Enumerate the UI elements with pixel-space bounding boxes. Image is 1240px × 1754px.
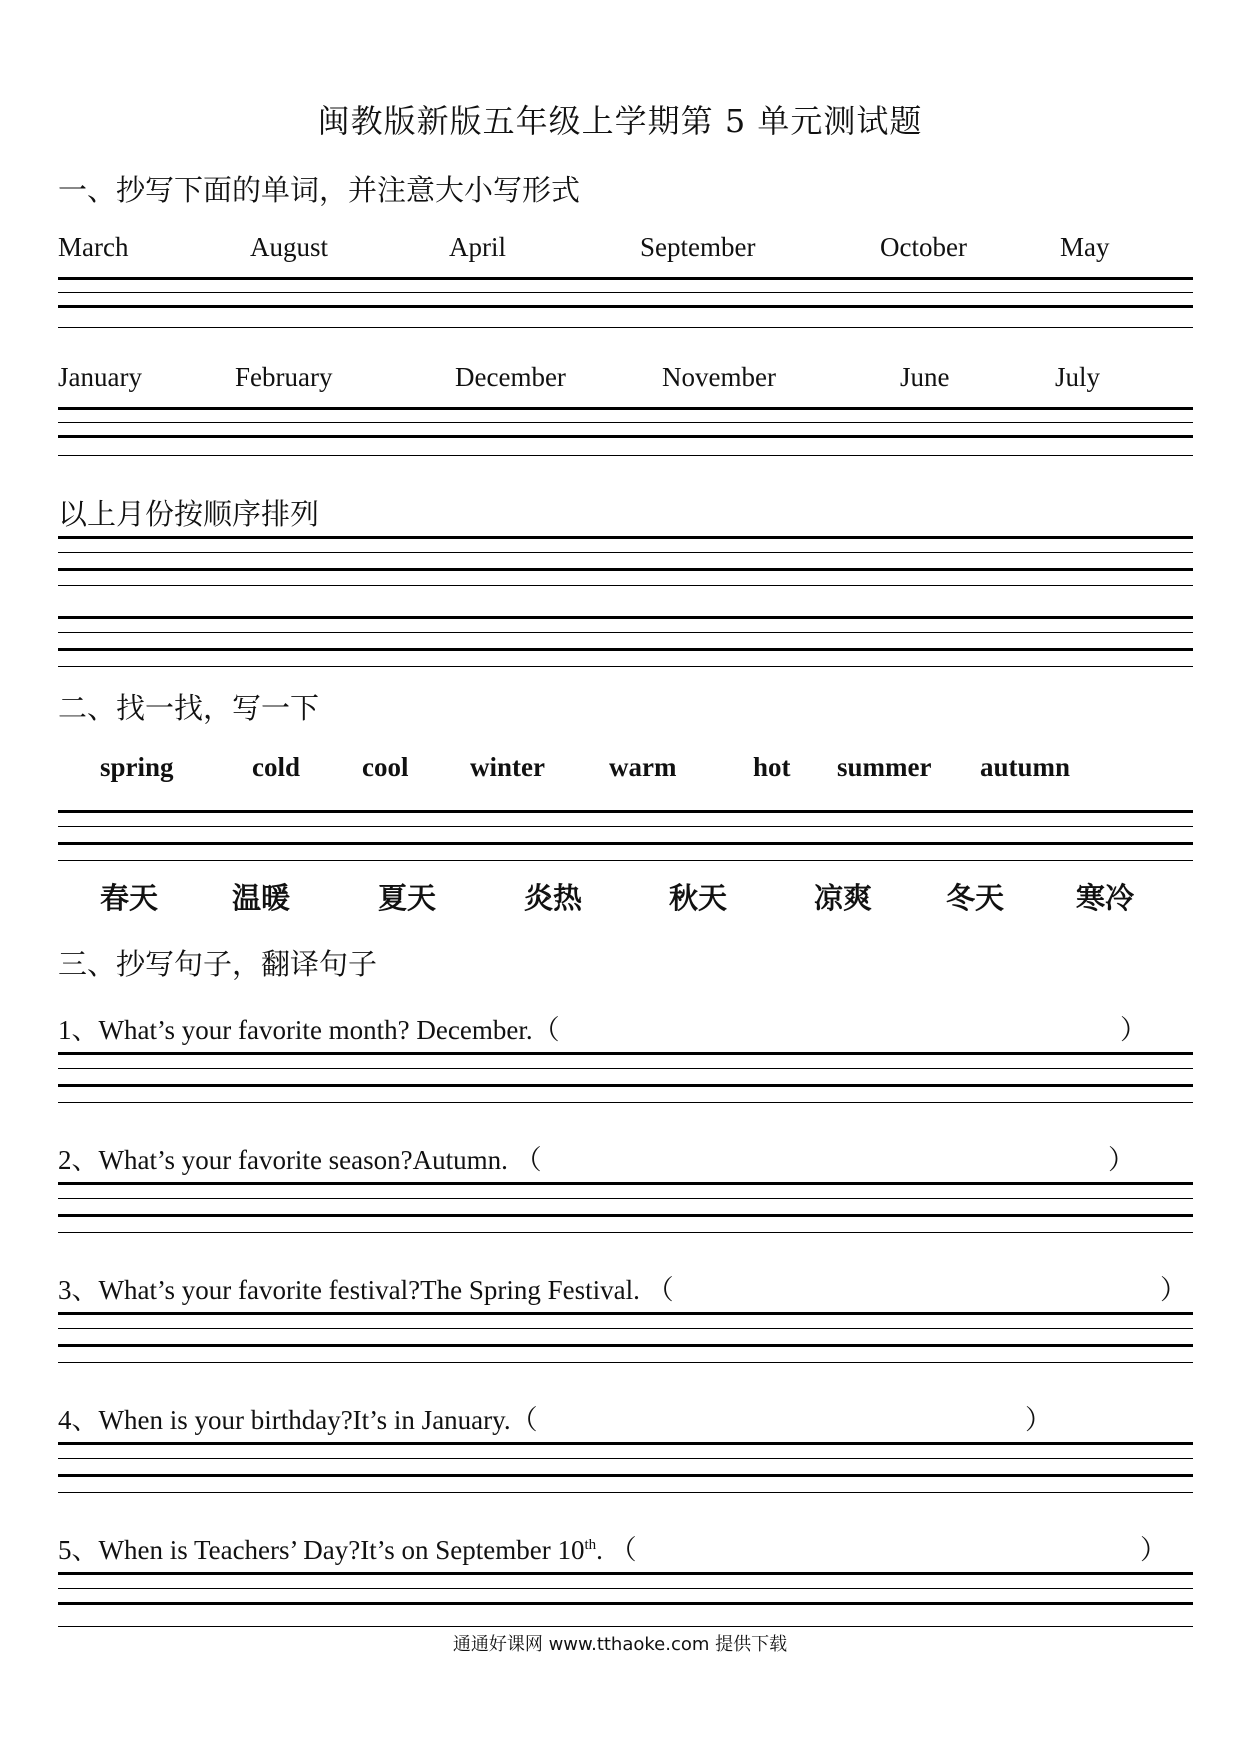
closing-paren: ） (1140, 1535, 1167, 1565)
footer-text: 通通好课网 www.tthaoke.com 提供下载 (452, 1634, 788, 1655)
writing-line (58, 536, 1193, 539)
closing-paren: ） (1120, 1015, 1147, 1045)
writing-line (58, 648, 1193, 651)
month-word: April (449, 232, 506, 262)
sentence-5-text: 5、When is Teachers’ Day?It’s on September 10 (58, 1535, 585, 1565)
writing-line (58, 666, 1193, 667)
writing-line (58, 1102, 1193, 1103)
writing-line (58, 292, 1193, 293)
writing-line (58, 327, 1193, 328)
section2-heading: 二、找一找，写一下 (58, 691, 320, 725)
month-word: March (58, 232, 129, 262)
writing-line (58, 1442, 1193, 1445)
footer-divider (58, 1626, 1193, 1627)
month-word: September (640, 232, 756, 262)
writing-line (58, 305, 1193, 308)
writing-line (58, 1458, 1193, 1459)
month-word: November (662, 362, 776, 392)
season-word: warm (609, 752, 677, 782)
sentence-2: 2、What’s your favorite season?Autumn. （ (58, 1145, 542, 1175)
sentence-4: 4、When is your birthday?It’s in January.（ (58, 1405, 538, 1435)
season-word-cn: 秋天 (669, 881, 728, 915)
writing-line (58, 1198, 1193, 1199)
writing-line (58, 1052, 1193, 1055)
month-word: October (880, 232, 967, 262)
sentence-5 (58, 1528, 637, 1567)
writing-line (58, 1572, 1193, 1575)
season-word-cn: 春天 (100, 881, 159, 915)
sentence-5-tail: . （ (596, 1535, 637, 1565)
season-word: cold (252, 752, 301, 782)
section3-heading: 三、抄写句子，翻译句子 (58, 947, 378, 981)
writing-line (58, 568, 1193, 571)
season-word-cn: 温暖 (232, 881, 291, 915)
season-word: cool (362, 752, 409, 782)
season-word-cn: 炎热 (524, 881, 583, 915)
closing-paren: ） (1160, 1275, 1187, 1305)
season-word: winter (470, 752, 545, 782)
season-word: summer (837, 752, 932, 782)
season-word: spring (100, 752, 174, 782)
order-prompt: 以上月份按顺序排列 (58, 497, 320, 531)
season-word: autumn (980, 752, 1071, 782)
month-word: December (455, 362, 566, 392)
writing-line (58, 1214, 1193, 1217)
month-word: July (1055, 362, 1101, 392)
writing-line (58, 1362, 1193, 1363)
writing-line (58, 842, 1193, 845)
writing-line (58, 616, 1193, 619)
writing-line (58, 1492, 1193, 1493)
writing-line (58, 1328, 1193, 1329)
writing-line (58, 632, 1193, 633)
writing-line (58, 1344, 1193, 1347)
writing-line (58, 826, 1193, 827)
writing-line (58, 407, 1193, 410)
section1-heading: 一、抄写下面的单词，并注意大小写形式 (58, 173, 581, 207)
writing-line (58, 277, 1193, 280)
season-word-cn: 凉爽 (814, 881, 873, 915)
month-word: August (250, 232, 329, 262)
writing-line (58, 435, 1193, 438)
ordinal-suffix: th (584, 1537, 597, 1553)
writing-line (58, 552, 1193, 553)
month-word: June (900, 362, 950, 392)
writing-line (58, 585, 1193, 586)
writing-line (58, 1588, 1193, 1589)
writing-line (58, 455, 1193, 456)
sentence-1: 1、What’s your favorite month? December.（ (58, 1015, 560, 1045)
closing-paren: ） (1108, 1145, 1135, 1175)
month-word: February (235, 362, 333, 392)
writing-line (58, 860, 1193, 861)
closing-paren: ） (1025, 1405, 1052, 1435)
writing-line (58, 1182, 1193, 1185)
writing-line (58, 1312, 1193, 1315)
sentence-3: 3、What’s your favorite festival?The Spring Festival. （ (58, 1275, 674, 1305)
month-word: May (1060, 232, 1110, 262)
season-word: hot (753, 752, 791, 782)
season-word-cn: 夏天 (378, 881, 437, 915)
writing-line (58, 810, 1193, 813)
season-word-cn: 冬天 (946, 881, 1005, 915)
season-word-cn: 寒冷 (1076, 881, 1135, 915)
month-word: January (58, 362, 142, 392)
writing-line (58, 1068, 1193, 1069)
writing-line (58, 1474, 1193, 1477)
writing-line (58, 422, 1193, 423)
writing-line (58, 1602, 1193, 1605)
writing-line (58, 1084, 1193, 1087)
writing-line (58, 1232, 1193, 1233)
page-title: 闽教版新版五年级上学期第 5 单元测试题 (317, 102, 923, 140)
